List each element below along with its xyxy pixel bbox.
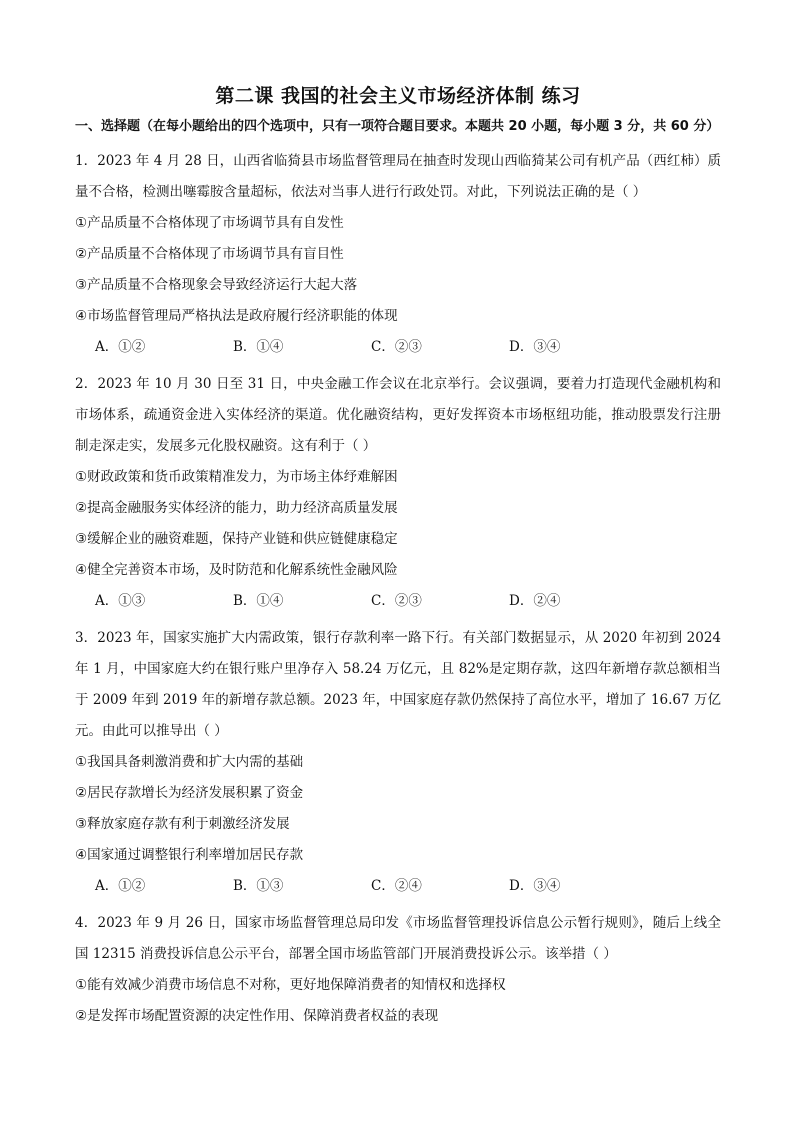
choice-c[interactable]: C．②④ — [371, 878, 422, 894]
choice-c[interactable]: C．②③ — [371, 593, 422, 609]
exam-page — [75, 82, 721, 1034]
choice-d[interactable]: D．②④ — [509, 593, 561, 609]
statement-option: ①我国具备刺激消费和扩大内需的基础 — [75, 754, 304, 770]
question-stem: 4．2023 年 9 月 26 日，国家市场监督管理总局印发《市场监督管理投诉信息公示暂行规则》，随后上线全国 12315 消费投诉信息公示平台，部署全国市场监管部门开展消费投诉公示。该举措（ ） — [75, 915, 721, 962]
statement-option: ①能有效减少消费市场信息不对称，更好地保障消费者的知情权和选择权 — [75, 977, 506, 993]
answer-choices — [75, 332, 721, 363]
choice-b[interactable]: B．①④ — [233, 593, 284, 609]
choice-d[interactable]: D．③④ — [509, 339, 561, 355]
statement-option: ④国家通过调整银行利率增加居民存款 — [75, 847, 304, 863]
choice-d[interactable]: D．③④ — [509, 878, 561, 894]
question-3 — [75, 623, 721, 902]
question-2 — [75, 369, 721, 617]
statement-option: ④市场监督管理局严格执法是政府履行经济职能的体现 — [75, 308, 398, 324]
statement-option: ③产品质量不合格现象会导致经济运行大起大落 — [75, 277, 358, 293]
statement-option: ①财政政策和货币政策精准发力，为市场主体纾难解困 — [75, 469, 398, 485]
statement-option: ②居民存款增长为经济发展积累了资金 — [75, 785, 304, 801]
choice-b[interactable]: B．①③ — [233, 878, 284, 894]
question-1 — [75, 146, 721, 363]
question-4 — [75, 908, 721, 1032]
answer-choices — [75, 871, 721, 902]
statement-option: ①产品质量不合格体现了市场调节具有自发性 — [75, 215, 344, 231]
section-heading: 一、选择题（在每小题给出的四个选项中，只有一项符合题目要求。本题共 20 小题，每小题 3 分，共 60 分） — [75, 119, 720, 134]
statement-option: ③缓解企业的融资难题，保持产业链和供应链健康稳定 — [75, 531, 398, 547]
choice-c[interactable]: C．②③ — [371, 339, 422, 355]
answer-choices — [75, 586, 721, 617]
page-title: 第二课 我国的社会主义市场经济体制 练习 — [215, 85, 581, 107]
statement-option: ④健全完善资本市场，及时防范和化解系统性金融风险 — [75, 562, 398, 578]
choice-a[interactable]: A．①② — [95, 878, 146, 894]
question-stem: 1．2023 年 4 月 28 日，山西省临猗县市场监督管理局在抽查时发现山西临猗某公司有机产品（西红柿）质量不合格，检测出噻霉胺含量超标，依法对当事人进行行政处罚。对此，下列说法正确的是（ ） — [75, 153, 721, 200]
choice-b[interactable]: B．①④ — [233, 339, 284, 355]
question-stem: 2．2023 年 10 月 30 日至 31 日，中央金融工作会议在北京举行。会议强调，要着力打造现代金融机构和市场体系，疏通资金进入实体经济的渠道。优化融资结构，更好发挥资本市场枢纽功能，推动股票发行注册制走深走实，发展多元化股权融资。这有利于（ ） — [75, 376, 721, 454]
choice-a[interactable]: A．①③ — [95, 593, 146, 609]
statement-option: ②是发挥市场配置资源的决定性作用、保障消费者权益的表现 — [75, 1008, 439, 1024]
statement-option: ③释放家庭存款有利于刺激经济发展 — [75, 816, 290, 832]
question-stem: 3．2023 年，国家实施扩大内需政策，银行存款利率一路下行。有关部门数据显示，从 2020 年初到 2024 年 1 月，中国家庭大约在银行账户里净存入 58.24 万亿元，且 82%是定期存款，这四年新增存款总额相当于 2009 年到 2019 年的新增存款总额。2023 年，中国家庭存款仍然保持了高位水平，增加了 16.67 万亿元。由此可以推导出（ ） — [75, 630, 721, 739]
statement-option: ②产品质量不合格体现了市场调节具有盲目性 — [75, 246, 344, 262]
statement-option: ②提高金融服务实体经济的能力，助力经济高质量发展 — [75, 500, 398, 516]
choice-a[interactable]: A．①② — [95, 339, 146, 355]
